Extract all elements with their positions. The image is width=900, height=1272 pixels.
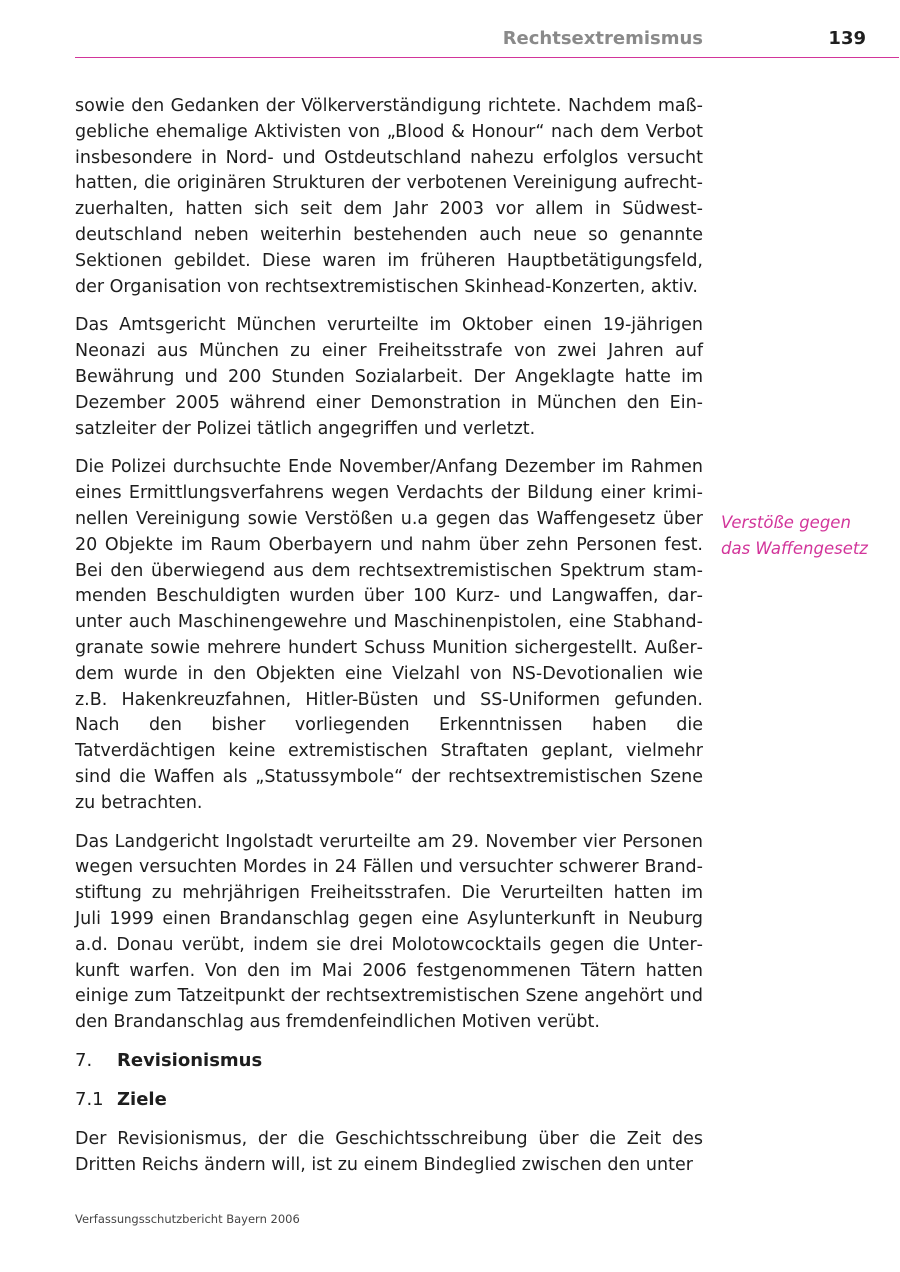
subsection-number: 7.1 (75, 1089, 104, 1110)
margin-note-line-2: das Waffengesetz (721, 538, 868, 558)
paragraph-landgericht: Das Landgericht Ingolstadt verurteilte am 29. November vier Personen wegen versuchten Mordes in 24 Fällen und versuchter schwerer Brandstiftung zu mehrjährigen Freiheitsstrafen. Die Verurteilten hatten im Juli 1999 einen Brandanschlag gegen eine Asylunterkunft in Neuburg a.d. Donau verübt, indem sie drei Molotowcocktails gegen die Unterkunft warfen. Von den im Mai 2006 festgenommenen Tätern hatten einige zum Tatzeitpunkt der rechtsextremistischen Szene angehört und den Brandanschlag aus fremdenfeindlichen Motiven verübt. (75, 831, 703, 1033)
section-number: 7. (75, 1050, 93, 1071)
section-title: Revisionismus (117, 1050, 263, 1071)
running-title: Rechtsextremismus (502, 28, 703, 49)
main-text-column (75, 94, 703, 1049)
closing-text (75, 1127, 703, 1192)
paragraph-blood-honour: sowie den Gedanken der Völkerverständigung richtete. Nachdem maßgebliche ehemalige Aktivisten von „Blood & Honour“ nach dem Verbot insbesondere in Nord- und Ostdeutschland nahezu erfolglos versucht hatten, die originären Strukturen der verbotenen Vereinigung aufrechtzuerhalten, hatten sich seit dem Jahr 2003 vor allem in Südwestdeutschland neben weiterhin bestehenden auch neue so genannte Sektionen gebildet. Diese waren im früheren Hauptbetätigungsfeld, der Organisation von rechtsextremistischen Skinhead-Konzerten, aktiv. (75, 96, 703, 297)
section-heading-revisionismus (75, 1049, 262, 1073)
page-footer: Verfassungsschutzbericht Bayern 2006 (75, 1212, 300, 1226)
section-heading-ziele (75, 1088, 167, 1112)
margin-note (721, 510, 891, 562)
page-header (75, 0, 899, 58)
paragraph-amtsgericht: Das Amtsgericht München verurteilte im Oktober einen 19-jährigen Neonazi aus München zu einer Freiheitsstrafe von zwei Jahren auf Bewährung und 200 Stunden Sozialarbeit. Der Angeklagte hatte im Dezember 2005 während einer Demonstration in München den Einsatzleiter der Polizei tätlich angegriffen und verletzt. (75, 315, 703, 439)
margin-note-line-1: Verstöße gegen (721, 513, 851, 532)
paragraph-revisionismus: Der Revisionismus, der die Geschichtsschreibung über die Zeit des Dritten Reichs ändern will, ist zu einem Bindeglied zwischen den unter (75, 1129, 703, 1175)
page-number: 139 (828, 28, 866, 49)
subsection-title: Ziele (117, 1089, 167, 1110)
paragraph-polizei-durchsuchung: Die Polizei durchsuchte Ende November/Anfang Dezember im Rahmen eines Ermittlungsverfahrens wegen Verdachts der Bildung einer kriminellen Vereinigung sowie Verstößen u.a gegen das Waffengesetz über 20 Objekte im Raum Oberbayern und nahm über zehn Personen fest. Bei den überwiegend aus dem rechtsextremistischen Spektrum stammenden Beschuldigten wurden über 100 Kurz- und Langwaffen, darunter auch Maschinengewehre und Maschinenpistolen, eine Stabhandgranate sowie mehrere hundert Schuss Munition sichergestellt. Außerdem wurde in den Objekten eine Vielzahl von NS-Devotionalien wie z.B. Hakenkreuzfahnen, Hitler-Büsten und SS-Uniformen gefunden. Nach den bisher vorliegenden Erkenntnissen haben die Tatverdächtigen keine extremistischen Straftaten geplant, vielmehr sind die Waffen als „Statussymbole“ der rechtsextremistischen Szene zu betrachten. (75, 457, 703, 813)
